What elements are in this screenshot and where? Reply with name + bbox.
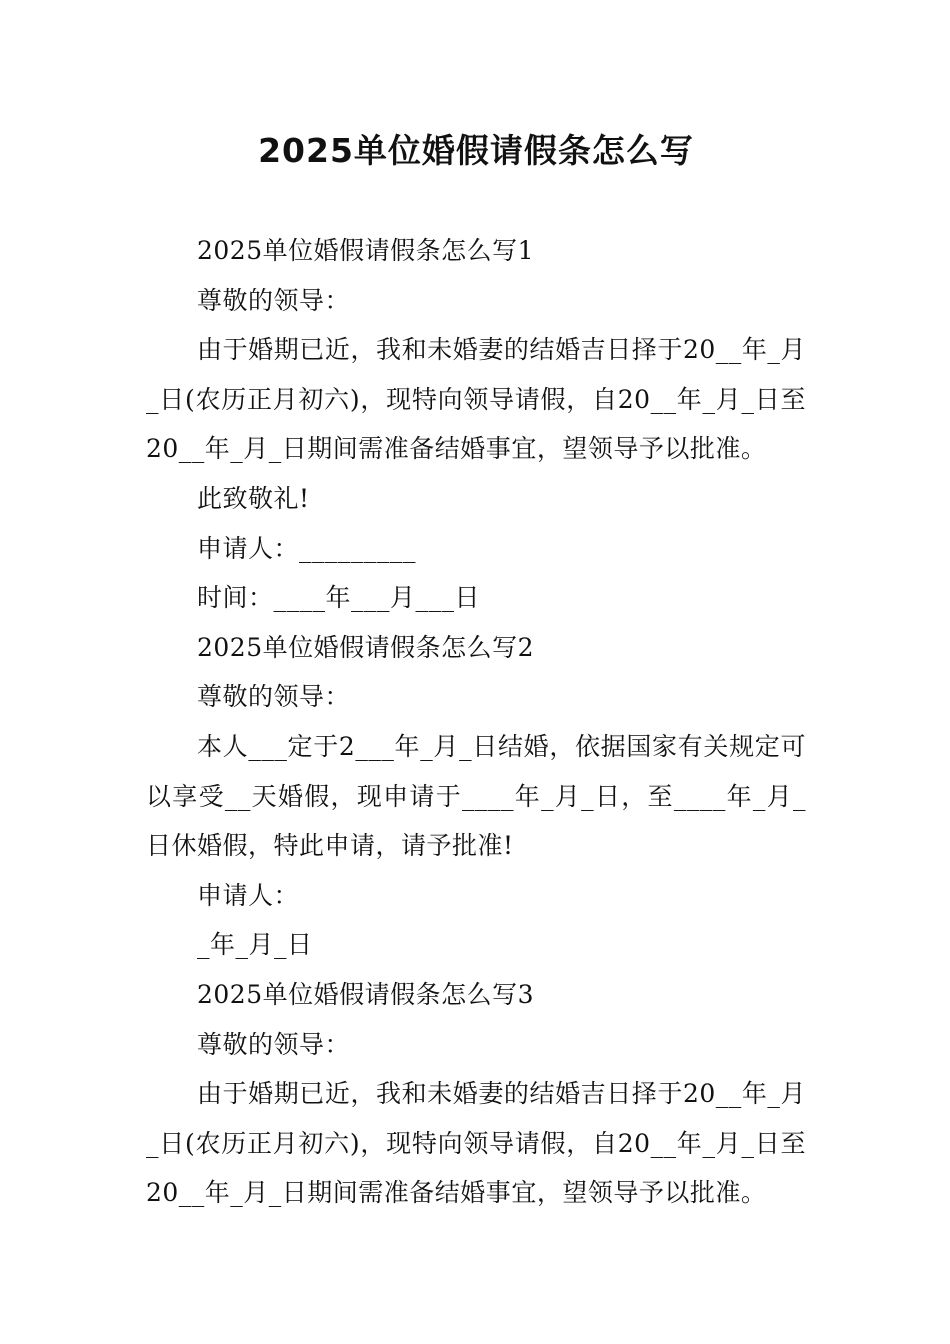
document-title: 2025单位婚假请假条怎么写 bbox=[258, 131, 694, 170]
body-paragraph: 本人___定于2___年_月_日结婚，依据国家有关规定可以享受__天婚假，现申请于____年_月_日，至____年_月_日休婚假，特此申请，请予批准! bbox=[146, 731, 806, 861]
date-line: 时间：____年___月___日 bbox=[197, 583, 481, 613]
section-heading-1: 2025单位婚假请假条怎么写1 bbox=[197, 236, 535, 265]
section-heading-2: 2025单位婚假请假条怎么写2 bbox=[197, 632, 535, 662]
body-paragraph: 由于婚期已近，我和未婚妻的结婚吉日择于20__年_月_日(农历正月初六)，现特向领导请假，自20__年_月_日至20__年_月_日期间需准备结婚事宜，望领导予以批准。 bbox=[146, 1079, 806, 1208]
salutation: 尊敬的领导： bbox=[197, 285, 351, 315]
salutation: 尊敬的领导： bbox=[197, 682, 351, 712]
section-heading-3: 2025单位婚假请假条怎么写3 bbox=[197, 979, 535, 1009]
applicant-line: 申请人： bbox=[197, 880, 300, 910]
date-line: _年_月_日 bbox=[197, 930, 313, 960]
applicant-line: 申请人：_________ bbox=[197, 533, 417, 563]
closing: 此致敬礼! bbox=[197, 483, 310, 513]
body-paragraph: 由于婚期已近，我和未婚妻的结婚吉日择于20__年_月_日(农历正月初六)，现特向领导请假，自20__年_月_日至20__年_月_日期间需准备结婚事宜，望领导予以批准。 bbox=[146, 335, 806, 464]
salutation: 尊敬的领导： bbox=[197, 1029, 351, 1059]
